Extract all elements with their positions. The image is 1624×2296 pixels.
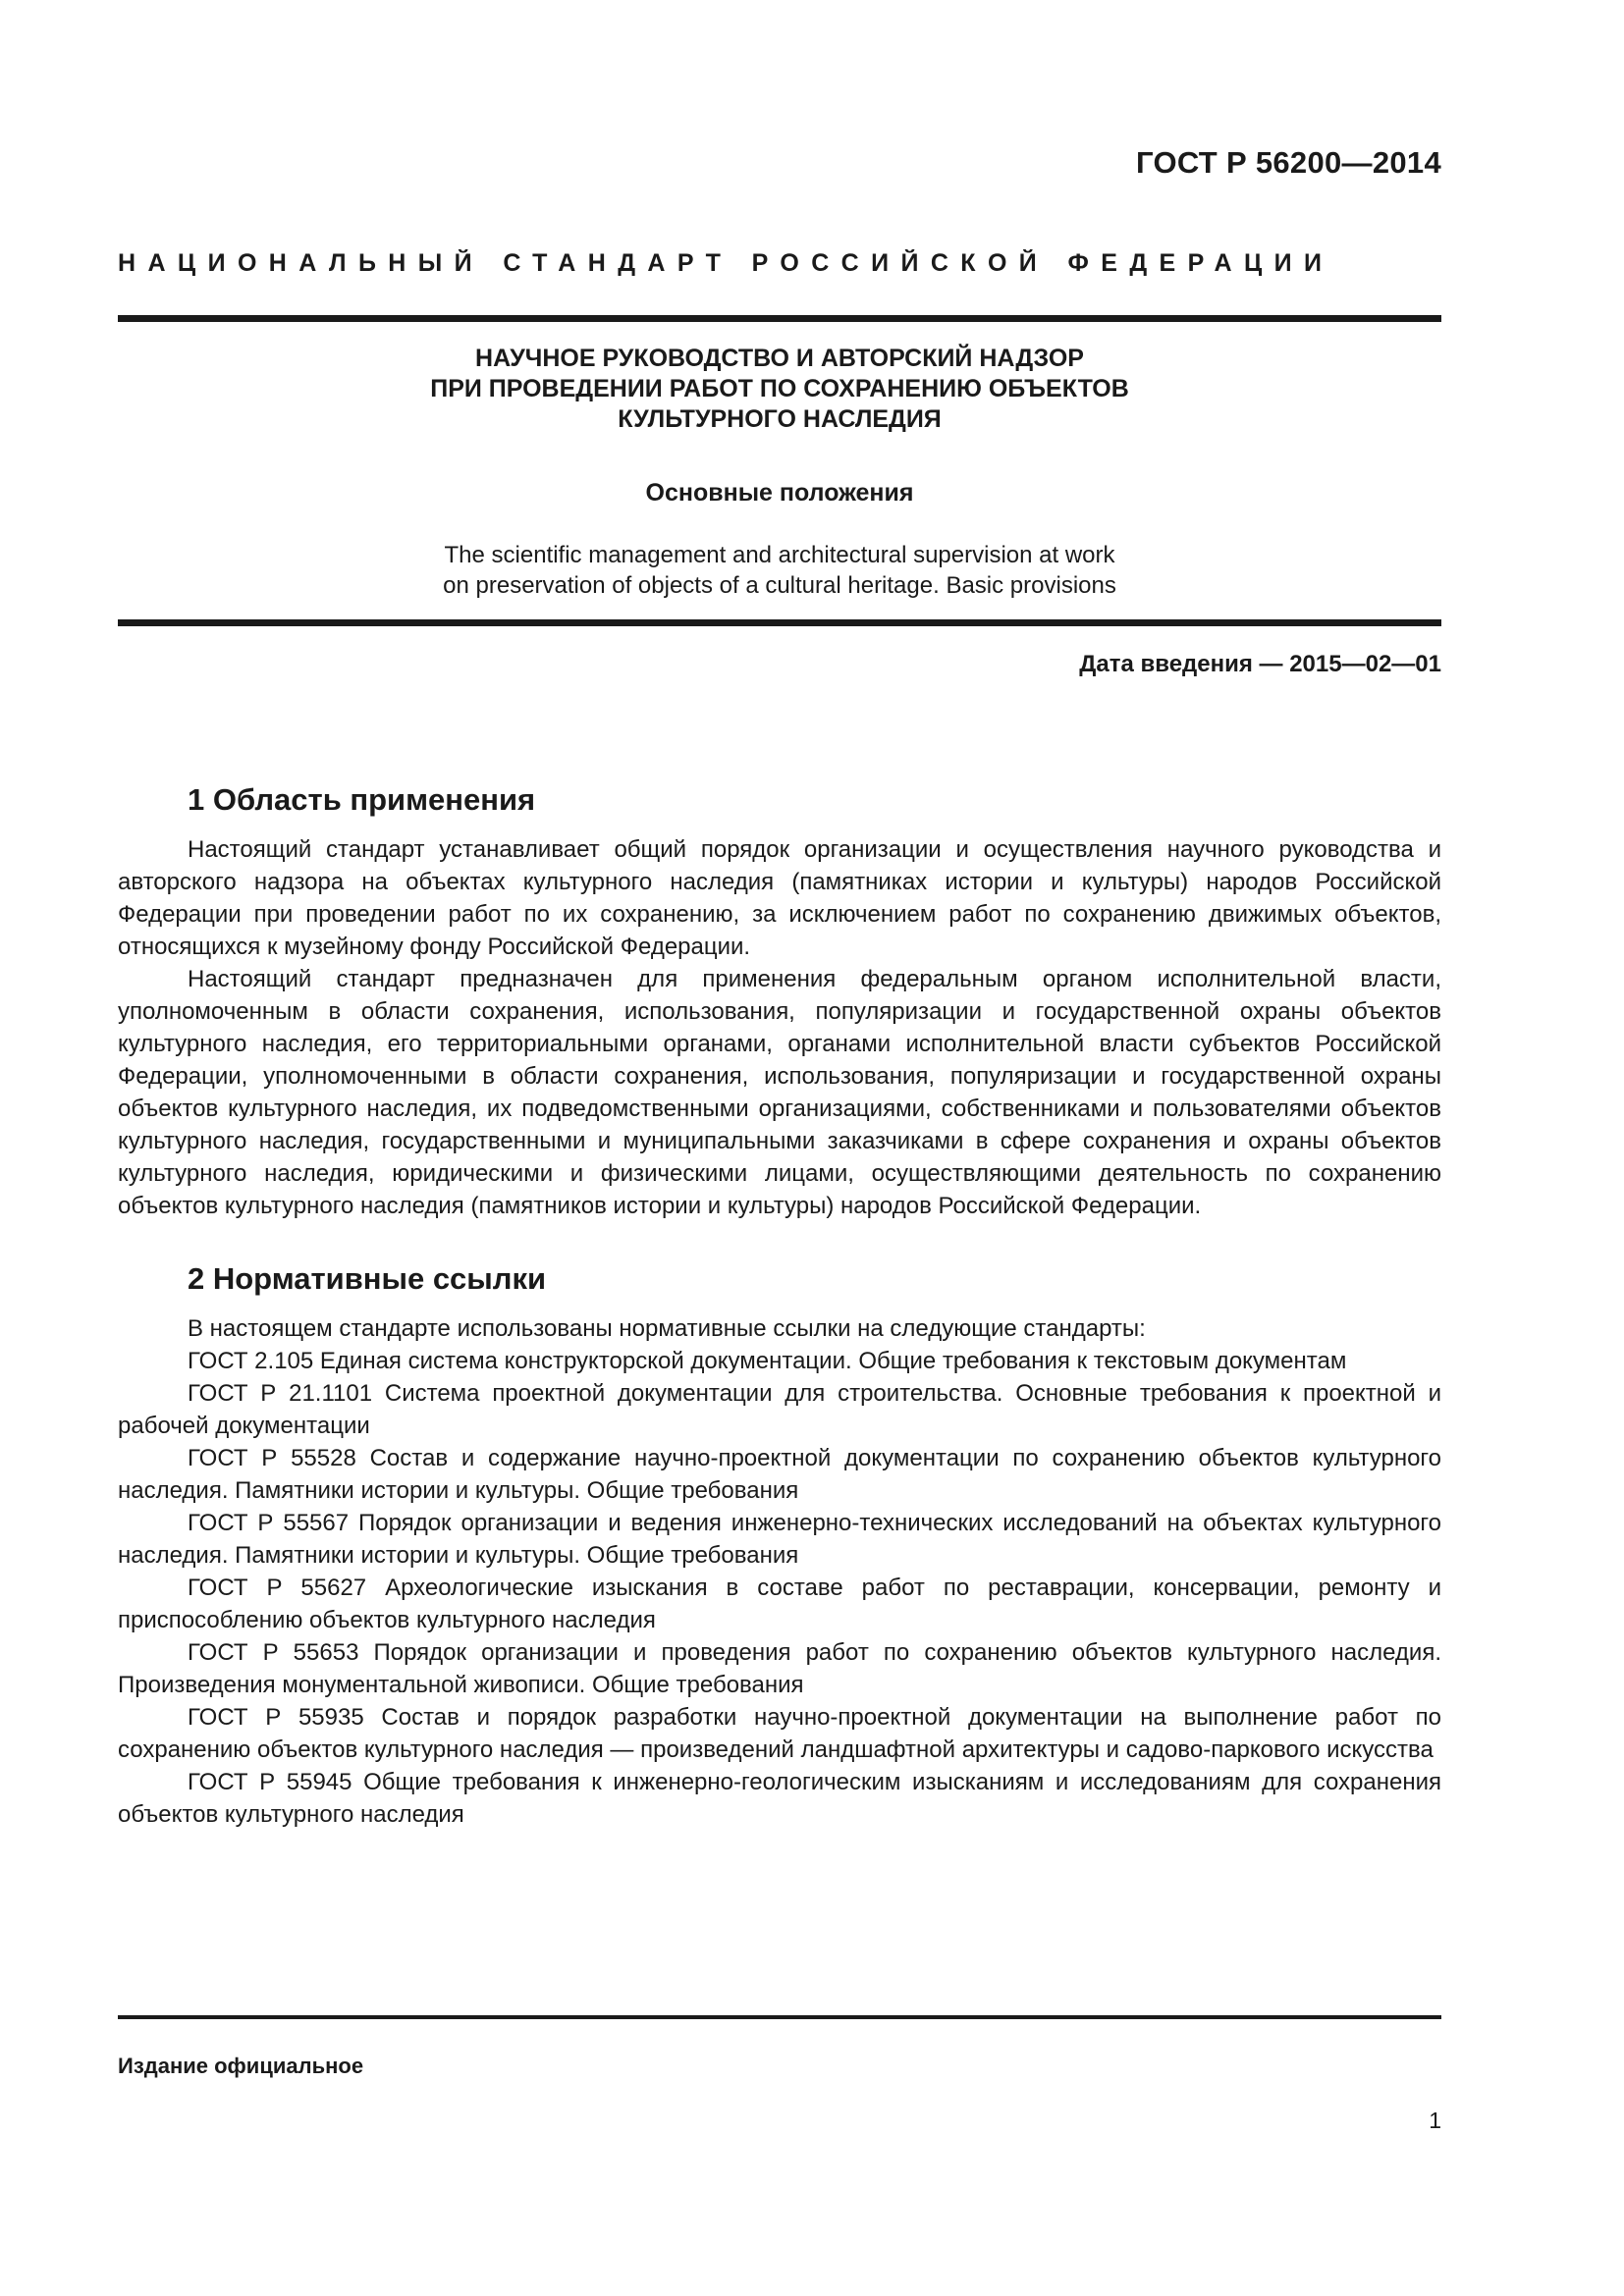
paragraph: В настоящем стандарте использованы нормативные ссылки на следующие стандарты:: [188, 1315, 1146, 1342]
reference-item: ГОСТ 2.105 Единая система конструкторской документации. Общие требования к текстовым документам: [188, 1348, 1347, 1374]
section-heading: 1 Область применения: [188, 782, 536, 817]
bottom-rule: [118, 2015, 1441, 2019]
reference-item: ГОСТ Р 55528 Состав и содержание научно-проектной документации по сохранению объектов культурного наследия. Памятники истории и культуры. Общие требования: [118, 1445, 1441, 1504]
official-edition: Издание официальное: [118, 2054, 364, 2078]
middle-rule: [118, 619, 1441, 626]
page-number: 1: [1429, 2108, 1441, 2133]
reference-item: ГОСТ Р 55935 Состав и порядок разработки научно-проектной документации на выполнение работ по сохранению объектов культурного наследия — произведений ландшафтной архитектуры и садово-паркового искусства: [118, 1704, 1441, 1763]
title-line-2: ПРИ ПРОВЕДЕНИИ РАБОТ ПО СОХРАНЕНИЮ ОБЪЕКТОВ: [430, 375, 1129, 402]
intro-date: Дата введения — 2015—02—01: [1079, 651, 1441, 677]
reference-item: ГОСТ Р 55567 Порядок организации и ведения инженерно-технических исследований на объектах культурного наследия. Памятники истории и культуры. Общие требования: [118, 1510, 1441, 1569]
content: [118, 780, 1441, 1831]
doc-number: ГОСТ Р 56200—2014: [1136, 145, 1441, 180]
top-rule: [118, 315, 1441, 322]
national-standard-heading: НАЦИОНАЛЬНЫЙ СТАНДАРТ РОССИЙСКОЙ ФЕДЕРАЦИИ: [118, 249, 1334, 277]
english-title: [118, 540, 1441, 601]
subtitle: Основные положения: [645, 479, 914, 507]
paragraph: Настоящий стандарт предназначен для применения федеральным органом исполнительной власти, уполномоченным в области сохранения, использования, популяризации и государственной охраны объектов культурного наследия, его территориальными органами, органами исполнительной власти субъектов Российской Федерации, уполномоченными в области сохранения, использования, популяризации и государственной охраны объектов культурного наследия, их подведомственными организациями, собственниками и пользователями объектов культурного наследия, государственными и муниципальными заказчиками в сфере сохранения и охраны объектов культурного наследия, юридическими и физическими лицами, осуществляющими деятельность по сохранению объектов культурного наследия (памятников истории и культуры) народов Российской Федерации.: [118, 966, 1441, 1219]
english-title-line-2: on preservation of objects of a cultural heritage. Basic provisions: [443, 572, 1116, 599]
reference-item: ГОСТ Р 55945 Общие требования к инженерно-геологическим изысканиям и исследованиям для сохранения объектов культурного наследия: [118, 1769, 1441, 1828]
title-line-3: КУЛЬТУРНОГО НАСЛЕДИЯ: [618, 405, 942, 433]
section-scope: [118, 780, 1441, 1222]
section-heading: 2 Нормативные ссылки: [188, 1261, 547, 1296]
reference-item: ГОСТ Р 55627 Археологические изыскания в составе работ по реставрации, консервации, ремонту и приспособлению объектов культурного наследия: [118, 1575, 1441, 1633]
title-block: [118, 344, 1441, 599]
reference-item: ГОСТ Р 21.1101 Система проектной документации для строительства. Основные требования к проектной и рабочей документации: [118, 1380, 1441, 1439]
reference-item: ГОСТ Р 55653 Порядок организации и проведения работ по сохранению объектов культурного наследия. Произведения монументальной живописи. Общие требования: [118, 1639, 1441, 1698]
section-normative-references: [118, 1259, 1441, 1831]
section-gap: [118, 1222, 1441, 1259]
title-line-1: НАУЧНОЕ РУКОВОДСТВО И АВТОРСКИЙ НАДЗОР: [475, 345, 1084, 372]
english-title-line-1: The scientific management and architectural supervision at work: [444, 542, 1115, 568]
paragraph: Настоящий стандарт устанавливает общий порядок организации и осуществления научного руководства и авторского надзора на объектах культурного наследия (памятниках истории и культуры) народов Российской Федерации при проведении работ по их сохранению, за исключением работ по сохранению движимых объектов, относящихся к музейному фонду Российской Федерации.: [118, 836, 1441, 960]
